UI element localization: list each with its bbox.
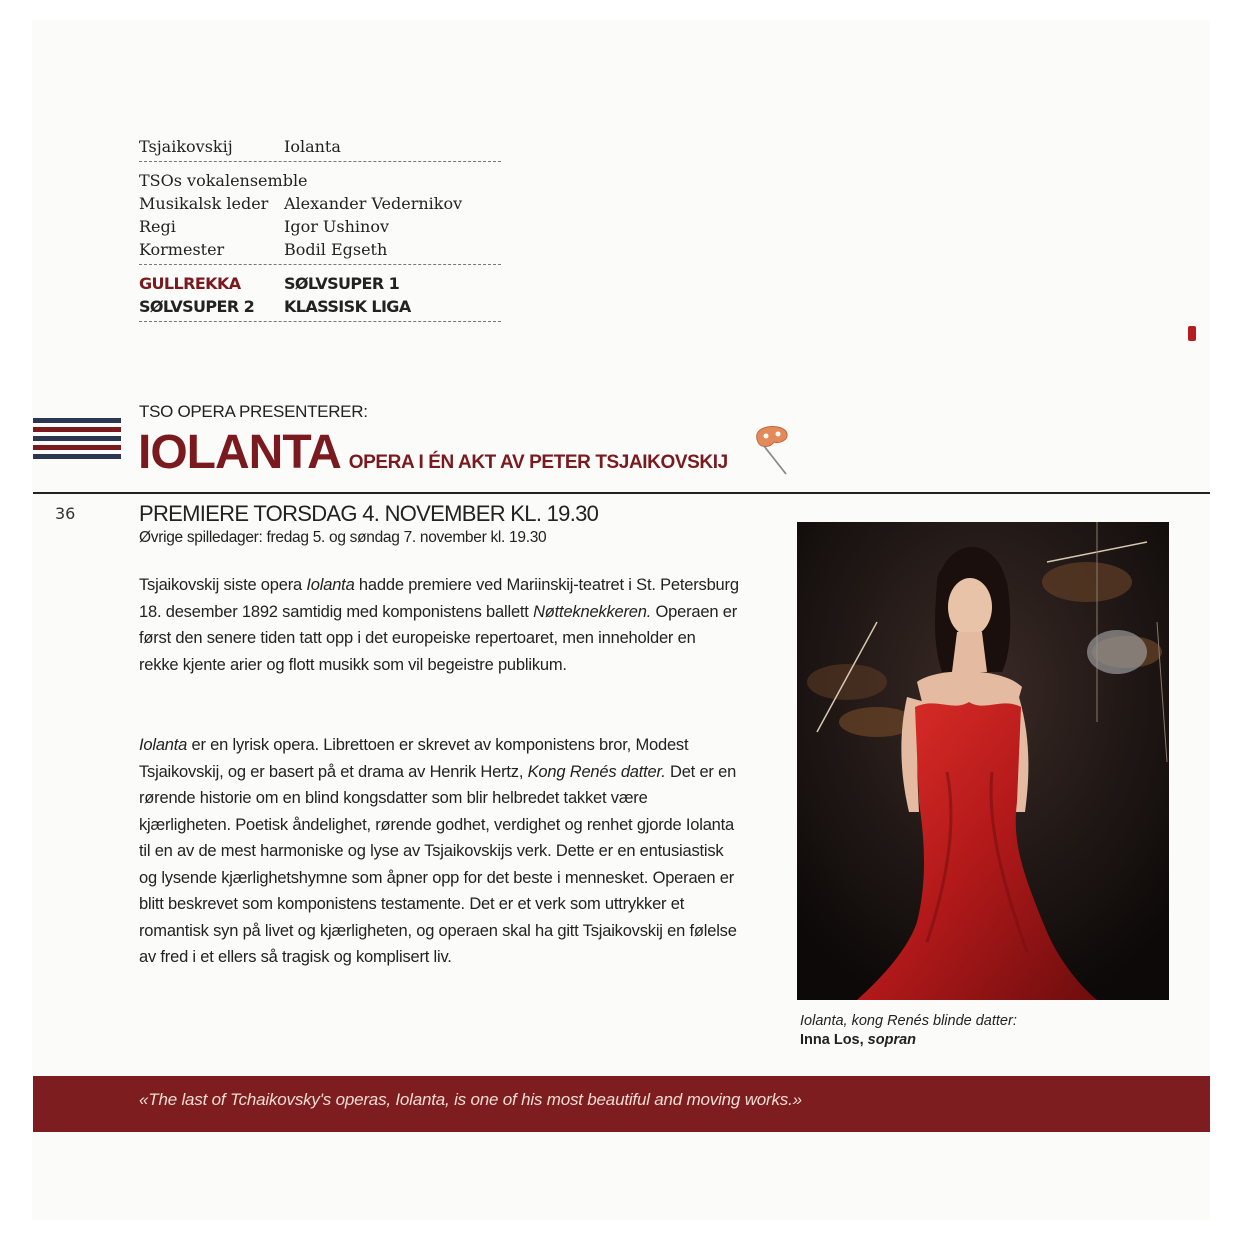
text-run: Tsjaikovskij siste opera (139, 576, 307, 594)
premiere-date: PREMIERE TORSDAG 4. NOVEMBER KL. 19.30 (139, 501, 599, 526)
page-title: IOLANTA (138, 426, 341, 479)
credit-work-title: Iolanta (284, 137, 341, 156)
credits-table (139, 135, 501, 329)
stripe-decoration (33, 418, 121, 463)
credit-ensemble: TSOs vokalensemble (139, 171, 308, 190)
caption-credit (800, 1031, 1017, 1050)
credit-name: Alexander Vedernikov (284, 194, 463, 213)
presenter-label: TSO OPERA PRESENTERER: (139, 402, 368, 421)
text-run-italic: Nøtteknekkeren. (533, 602, 652, 621)
singer-photo (797, 522, 1169, 1000)
body-paragraph-2 (139, 732, 739, 971)
series-label: KLASSISK LIGA (284, 297, 411, 316)
header-rule (33, 492, 1210, 494)
credit-name: Igor Ushinov (284, 217, 390, 236)
stripe-navy (33, 454, 121, 459)
series-label: GULLREKKA (139, 274, 241, 293)
text-run: er en lyrisk opera. Librettoen er skrevet av komponistens bror, Modest Tsjaikovskij, og er basert på et drama av Henrik Hertz, (139, 736, 689, 781)
text-run: hadde premiere ved Mariinskij-teatret i St. Petersburg 18. desember 1892 samtidig med komponistens ballett (139, 576, 739, 621)
credit-role: Regi (139, 217, 176, 236)
series-label: SØLVSUPER 2 (139, 297, 255, 316)
subscription-series (139, 272, 501, 318)
stripe-navy (33, 418, 121, 423)
stripe-navy (33, 436, 121, 441)
credit-role: Kormester (139, 240, 225, 259)
opera-mask-icon (752, 424, 792, 476)
caption-voice: sopran (867, 1032, 917, 1048)
credit-composer: Tsjaikovskij (139, 137, 233, 156)
dashed-divider (139, 321, 501, 322)
body-paragraph-1 (139, 572, 739, 678)
text-run: Operaen er først den senere tiden tatt opp i det europeiske repertoaret, men inneholder en rekke kjente arier og flott musikk som vil begeistre publikum. (139, 602, 737, 674)
text-run-italic: Kong Renés datter. (527, 762, 666, 781)
other-performance-dates: Øvrige spilledager: fredag 5. og søndag 7. november kl. 19.30 (139, 529, 547, 546)
text-run: Det er en rørende historie om en blind kongsdatter som blir helbredet takket være kjærligheten. Poetisk åndelighet, rørende godhet, verdighet og renhet gjorde Iolanta til en av de mest harmoniske og lyse av Tsjaikovskijs verk. Dette er en entusiastisk og lysende kjærlighetshymne som åpner opp for det beste i mennesket. Operaen er blitt beskrevet som komponistens testamente. Det er et verk som uttrykker et romantisk syn på livet og kjærligheten, og operaen skal ha gitt Tsjaikovskij en følelse av fred i et ellers så tragisk og komplisert liv. (139, 762, 737, 966)
dashed-divider (139, 161, 501, 162)
title-line (138, 425, 728, 480)
caption-singer: Inna Los, (800, 1032, 868, 1048)
stripe-red (33, 427, 121, 432)
text-run-italic: Iolanta (306, 576, 355, 594)
text-run-italic: Iolanta (139, 736, 188, 754)
page-number: 36 (55, 504, 76, 523)
page-marker (1188, 326, 1196, 341)
dashed-divider (139, 264, 501, 265)
caption-role: Iolanta, kong Renés blinde datter: (800, 1013, 1017, 1029)
series-label: SØLVSUPER 1 (284, 274, 400, 293)
page-subtitle: OPERA I ÉN AKT AV PETER TSJAIKOVSKIJ (348, 452, 728, 473)
pull-quote: «The last of Tchaikovsky's operas, Iolanta, is one of his most beautiful and moving works.» (139, 1090, 802, 1109)
stripe-red (33, 445, 121, 450)
credit-name: Bodil Egseth (284, 240, 388, 259)
quote-band (33, 1076, 1210, 1132)
photo-caption (800, 1012, 1017, 1050)
credit-role: Musikalsk leder (139, 194, 269, 213)
